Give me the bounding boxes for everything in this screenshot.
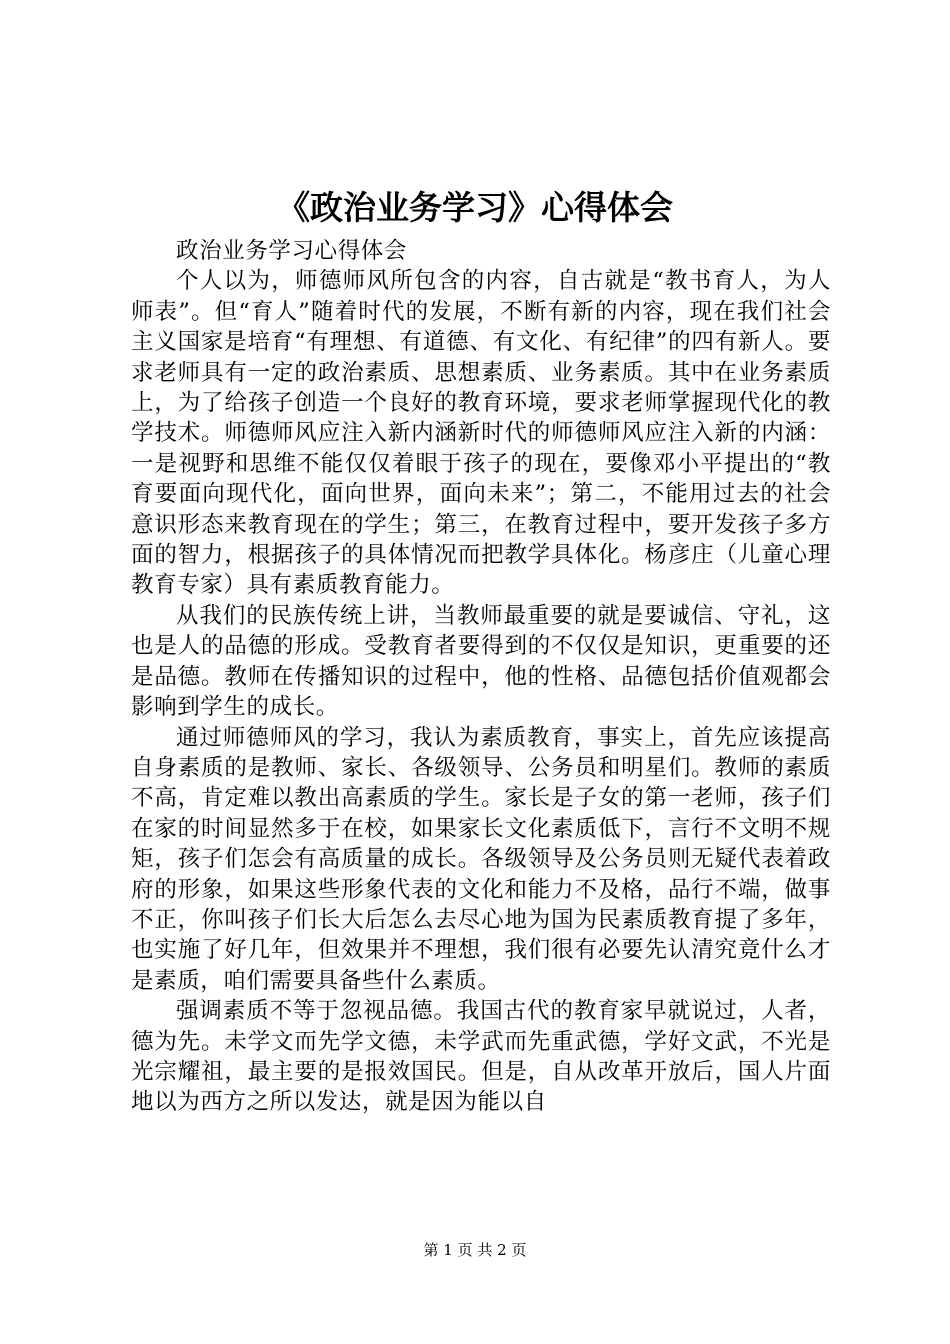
paragraph: 从我们的民族传统上讲，当教师最重要的就是要诚信、守礼，这也是人的品德的形成。受教育者要得到的不仅仅是知识，更重要的还是品德。教师在传播知识的过程中，他的性格、品德包括价值观都会影响到学生的成长。 (131, 602, 831, 721)
paragraph: 通过师德师风的学习，我认为素质教育，事实上，首先应该提高自身素质的是教师、家长、各级领导、公务员和明星们。教师的素质不高，肯定难以教出高素质的学生。家长是子女的第一老师，孩子们在家的时间显然多于在校，如果家长文化素质低下，言行不文明不规矩，孩子们怎会有高质量的成长。各级领导及公务员则无疑代表着政府的形象，如果这些形象代表的文化和能力不及格，品行不端，做事不正，你叫孩子们长大后怎么去尽心地为国为民素质教育提了多年，也实施了好几年，但效果并不理想，我们很有必要先认清究竟什么才是素质，咱们需要具备些什么素质。 (131, 724, 831, 994)
page-number-footer: 第 1 页 共 2 页 (423, 1241, 527, 1259)
paragraph: 个人以为，师德师风所包含的内容，自古就是“教书育人，为人师表”。但“育人”随着时代的发展，不断有新的内容，现在我们社会主义国家是培育“有理想、有道德、有文化、有纪律”的四有新人。要求老师具有一定的政治素质、思想素质、业务素质。其中在业务素质上，为了给孩子创造一个良好的教育环境，要求老师掌握现代化的教学技术。师德师风应注入新内涵新时代的师德师风应注入新的内涵：一是视野和思维不能仅仅着眼于孩子的现在，要像邓小平提出的“教育要面向现代化，面向世界，面向未来”；第二，不能用过去的社会意识形态来教育现在的学生；第三，在教育过程中，要开发孩子多方面的智力，根据孩子的具体情况而把教学具体化。杨彦庄（儿童心理教育专家）具有素质教育能力。 (131, 268, 831, 599)
paragraph: 强调素质不等于忽视品德。我国古代的教育家早就说过，人者，德为先。未学文而先学文德，未学武而先重武德，学好文武，不光是光宗耀祖，最主要的是报效国民。但是，自从改革开放后，国人片面地以为西方之所以发达，就是因为能以自 (131, 998, 831, 1116)
document-body (131, 236, 831, 1118)
document-title: 《政治业务学习》心得体会 (277, 188, 673, 227)
paragraph-subtitle: 政治业务学习心得体会 (176, 238, 408, 264)
